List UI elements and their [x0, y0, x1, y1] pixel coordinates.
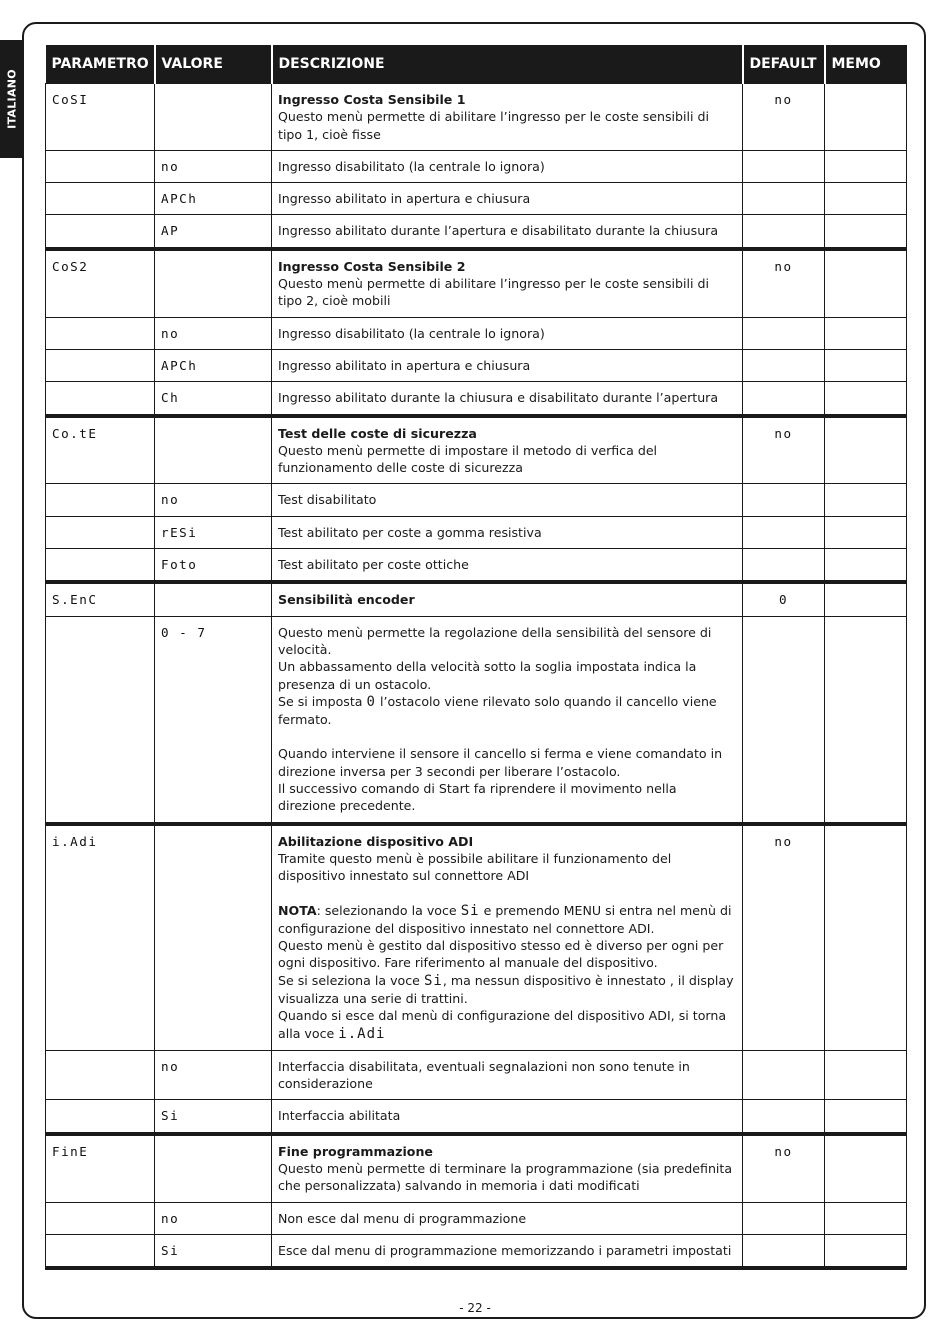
- option-description: Test abilitato per coste a gomma resistiva: [272, 516, 743, 548]
- note-label: NOTA: [278, 902, 317, 918]
- option-value: Foto: [155, 549, 272, 583]
- option-description: Esce dal menu di programmazione memorizzando i parametri impostati: [272, 1234, 743, 1268]
- param-description: Questo menù permette di impostare il metodo di verfica del funzionamento delle coste di sicurezza: [278, 442, 658, 476]
- parameters-table: [45, 45, 907, 1270]
- option-description: [272, 616, 743, 823]
- option-value: AP: [155, 215, 272, 249]
- option-value: no: [155, 1202, 272, 1234]
- table-row: [46, 616, 907, 823]
- description-line: Questo menù permette la regolazione della sensibilità del sensore di velocità.: [278, 624, 712, 657]
- option-description: Interfaccia abilitata: [272, 1100, 743, 1134]
- inline-lcd-value: i.Adi: [338, 1025, 386, 1042]
- option-description: Ingresso disabilitato (la centrale lo ignora): [272, 150, 743, 182]
- param-description: Questo menù permette di abilitare l’ingresso per le coste sensibili di tipo 2, cioè mobili: [278, 276, 710, 309]
- header-default: DEFAULT: [743, 45, 825, 84]
- param-title: Ingresso Costa Sensibile 1: [278, 92, 466, 107]
- option-description: Non esce dal menu di programmazione: [272, 1202, 743, 1234]
- param-title: Ingresso Costa Sensibile 2: [278, 258, 466, 274]
- table-header-row: [46, 45, 907, 84]
- page-number: - 22 -: [459, 1301, 491, 1315]
- table-row: [46, 516, 907, 548]
- table-row: [46, 1100, 907, 1134]
- table-row: [46, 349, 907, 381]
- default-value: no: [743, 824, 825, 1051]
- table-row: [46, 317, 907, 349]
- default-value: 0: [743, 582, 825, 616]
- option-description: Ingresso abilitato in apertura e chiusura: [272, 183, 743, 215]
- description-line: Un abbassamento della velocità sotto la soglia impostata indica la presenza di un ostacolo.: [278, 659, 697, 692]
- default-value: no: [743, 416, 825, 484]
- description-line: Questo menù è gestito dal dispositivo stesso ed è diverso per ogni per ogni dispositivo. Fare riferimento al manuale del dispositivo.: [278, 938, 724, 971]
- option-description: Test disabilitato: [272, 484, 743, 516]
- option-value: Ch: [155, 382, 272, 416]
- description-line: Tramite questo menù è possibile abilitare il funzionamento del dispositivo innestato sul connettore ADI: [278, 850, 672, 884]
- language-label: ITALIANO: [5, 69, 19, 129]
- header-valore: VALORE: [155, 45, 272, 84]
- param-code: FinE: [46, 1134, 155, 1202]
- default-value: no: [743, 1134, 825, 1202]
- header-parametro: PARAMETRO: [46, 45, 155, 84]
- option-description: Ingresso abilitato durante la chiusura e disabilitato durante l’apertura: [272, 382, 743, 416]
- option-description: Test abilitato per coste ottiche: [272, 549, 743, 583]
- option-value: APCh: [155, 183, 272, 215]
- option-value: Si: [155, 1100, 272, 1134]
- description-line: Se si seleziona la voce Si, ma nessun dispositivo è innestato , il display visualizza una serie di trattini.: [278, 972, 734, 1006]
- option-value: no: [155, 150, 272, 182]
- table-row: [46, 582, 907, 616]
- table-row: [46, 1050, 907, 1100]
- table-row: [46, 150, 907, 182]
- description-line: Il successivo comando di Start fa riprendere il movimento nella direzione precedente.: [278, 781, 677, 814]
- language-tab: [0, 40, 24, 158]
- option-description: Interfaccia disabilitata, eventuali segnalazioni non sono tenute in considerazione: [272, 1050, 743, 1100]
- option-value: no: [155, 317, 272, 349]
- param-title: Test delle coste di sicurezza: [278, 425, 477, 441]
- table-row: [46, 484, 907, 516]
- param-description: Questo menù permette di terminare la programmazione (sia predefinita che personalizzata) salvando in memoria i dati modificati: [278, 1161, 733, 1194]
- description-line: Se si imposta 0 l’ostacolo viene rilevato solo quando il cancello viene fermato.: [278, 693, 717, 728]
- option-description: Ingresso abilitato in apertura e chiusura: [272, 349, 743, 381]
- inline-lcd-value: Si: [460, 902, 480, 919]
- header-memo: MEMO: [825, 45, 907, 84]
- param-code: S.EnC: [46, 582, 155, 616]
- table-row: [46, 215, 907, 249]
- option-value: rESi: [155, 516, 272, 548]
- table-row: [46, 824, 907, 1051]
- param-code: CoS2: [46, 249, 155, 317]
- table-row: [46, 183, 907, 215]
- param-description: Questo menù permette di abilitare l’ingresso per le coste sensibili di tipo 1, cioè fisse: [278, 109, 710, 142]
- description-line: NOTA: selezionando la voce Si e premendo MENU si entra nel menù di configurazione del dispositivo innestato nel connettore ADI.: [278, 902, 732, 936]
- table-row: [46, 382, 907, 416]
- param-title: Abilitazione dispositivo ADI: [278, 833, 474, 849]
- option-value: no: [155, 1050, 272, 1100]
- option-description: Ingresso disabilitato (la centrale lo ignora): [272, 317, 743, 349]
- header-descrizione: DESCRIZIONE: [272, 45, 743, 84]
- table-row: [46, 549, 907, 583]
- default-value: no: [743, 84, 825, 151]
- option-value: no: [155, 484, 272, 516]
- param-code: Co.tE: [46, 416, 155, 484]
- option-range: 0 - 7: [155, 616, 272, 823]
- option-value: APCh: [155, 349, 272, 381]
- param-title: Fine programmazione: [278, 1143, 433, 1159]
- table-row: [46, 416, 907, 484]
- description-line: Quando interviene il sensore il cancello si ferma e viene comandato in direzione inversa per 3 secondi per liberare l’ostacolo.: [278, 746, 723, 779]
- param-code: CoSI: [46, 84, 155, 151]
- table-row: [46, 1234, 907, 1268]
- table-row: [46, 1202, 907, 1234]
- default-value: no: [743, 249, 825, 317]
- option-value: Si: [155, 1234, 272, 1268]
- param-title: Sensibilità encoder: [278, 592, 415, 608]
- table-row: [46, 1134, 907, 1202]
- option-description: Ingresso abilitato durante l’apertura e disabilitato durante la chiusura: [272, 215, 743, 249]
- inline-lcd-value: Si: [423, 972, 443, 989]
- inline-lcd-value: 0: [366, 693, 376, 710]
- table-row: [46, 84, 907, 151]
- table-row: [46, 249, 907, 317]
- description-line: Quando si esce dal menù di configurazione del dispositivo ADI, si torna alla voce i.Adi: [278, 1008, 727, 1042]
- param-code: i.Adi: [46, 824, 155, 1051]
